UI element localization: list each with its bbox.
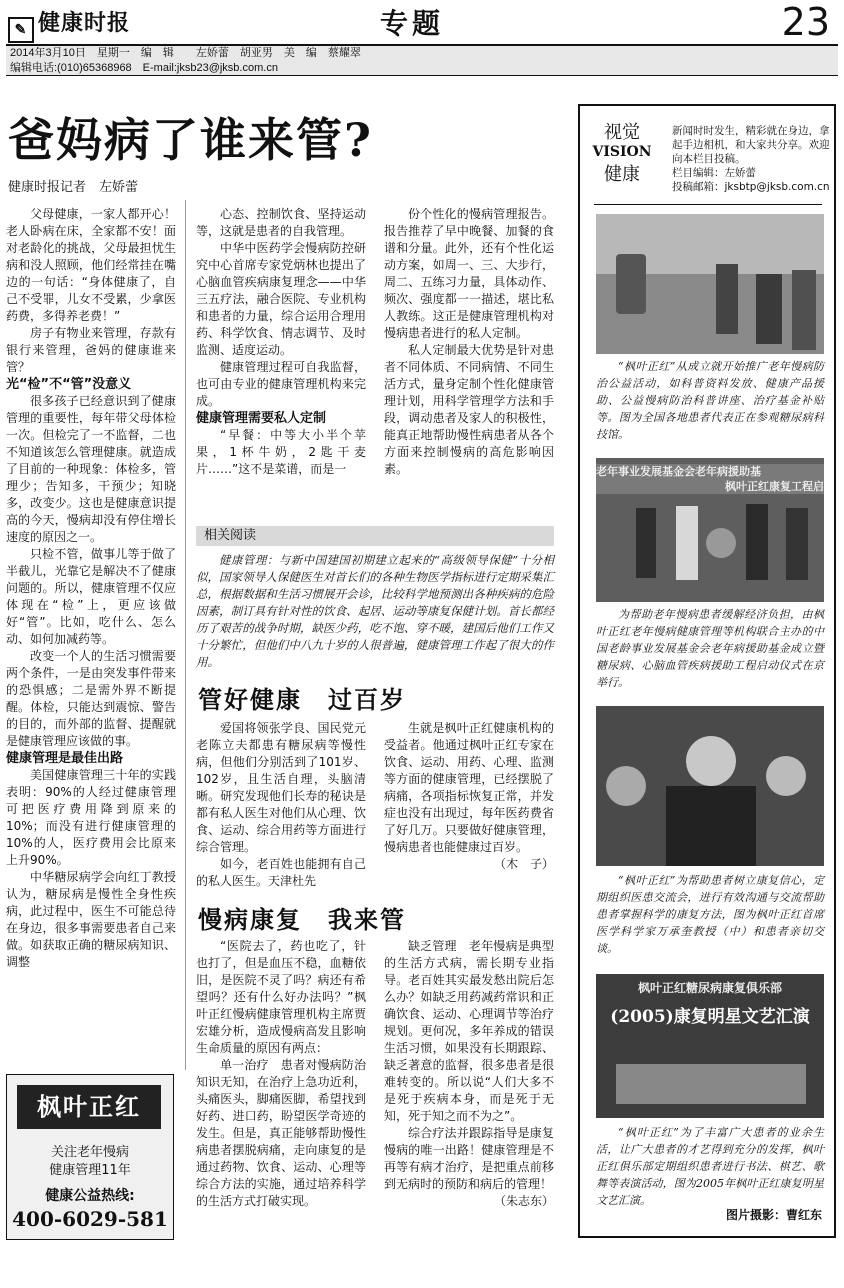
caption-text: “枫叶正红”从成立就开始推广老年慢病防治公益活动，如科普资料发放、健康产品援助、公益慢病防治科普讲座、治疗基金补贴等。图为全国各地患者代表正在参观糖尿病科技馆。 [596,360,824,441]
article-column-2 [196,206,366,478]
edition-info-line1: 2014年3月10日 星期一 编 辑 左娇蕾 胡亚男 美 编 蔡耀翠 [10,47,361,59]
author-signature: （朱志东） [493,1194,554,1208]
logo-mark-icon: ✎ [8,17,34,43]
advertisement-box [6,1074,174,1240]
column-divider [185,200,186,1070]
logo-text: 健康时报 [38,10,131,36]
paragraph: “早餐：中等大小半个苹果，1杯牛奶，2匙干麦片……”这不是菜谱，而是一 [196,428,366,476]
section2-column-left [196,720,366,890]
paragraph: 份个性化的慢病管理报告。报告推荐了早中晚餐、加餐的食谱和分量。此外，还有个性化运动方案，如周一、三、大步行，周二、五练习力量，具体动作、频次、强度都一一描述，堪比私人教练。这正是健康管理机构对慢病患者进行的私人定制。 [384,207,554,340]
ad-slogan: 关注老年慢病 [50,1145,129,1160]
paragraph: 房子有物业来管理，存款有银行来管理，爸妈的健康谁来管？ [6,326,176,374]
newspaper-logo [8,6,178,36]
vision-intro: 新闻时时发生，精彩就在身边，拿起手边相机，和大家共分享。欢迎向本栏目投稿。 [672,125,830,165]
caption-text: 为帮助老年慢病患者缓解经济负担，由枫叶正红老年慢病健康管理等机构联合主办的中国老龄事业发展基金会老年病援助基金成立暨糖尿病、心脑血管疾病援助工程启动仪式在京举行。 [596,608,824,689]
paragraph: 缺乏管理 老年慢病是典型的生活方式病，需长期专业指导。老百姓其实最发愁出院后怎么办？如缺乏用药减药常识和正确饮食、运动、心理调节等治疗规划。更何况，多年养成的错误生活习惯，如果没有长期跟踪、缺乏著意的监督，很多患者是很难转变的。所以说“人们大多不是死于疾病本身，而是死于无知，死于知之而不为之”。 [384,939,554,1123]
section3-column-left [196,938,366,1210]
subheading: 健康管理需要私人定制 [196,411,327,426]
banner-text: 老年事业发展基金会老年病援助基 [596,465,761,478]
ad-brand-logo: 枫叶正红 [17,1085,161,1129]
section-name: 专题 [380,7,445,40]
ad-slogan: 健康管理11年 [49,1163,131,1178]
photo-caption [596,358,824,443]
banner-text: 枫叶正红糖尿病康复俱乐部 [637,981,782,995]
article-column-3 [384,206,554,478]
paragraph: 心态、控制饮食、坚持运动等，这就是患者的自我管理。 [196,207,366,238]
photo-ceremony [596,458,824,602]
divider [594,204,822,205]
subheading: 健康管理是最佳出路 [6,751,124,766]
subheading: 光“检”不“管”没意义 [6,377,132,392]
section3-column-right [384,938,554,1210]
article-column-1 [6,206,176,971]
paragraph: 综合疗法并跟踪指导是康复慢病的唯一出路！健康管理是不再等有病才治疗，是把重点前移到无病时的预防和病后的管理！ [384,1126,554,1191]
ad-hotline-label: 健康公益热线: [45,1188,135,1204]
paragraph: 只检不管，做事儿等于做了半截儿，光靠它是解决不了健康问题的。所以，健康管理不仅应体现在“检”上，更应该做好“管”。比如，吃什么、怎么动、如何加减药等。 [6,547,176,646]
article-byline: 健康时报记者 左娇蕾 [8,180,139,195]
caption-text: “枫叶正红”为帮助患者树立康复信心，定期组织医患交流会，进行有效沟通与交流帮助患者掌握科学的康复方法，图为枫叶正红首席医学科学家万承奎教授（中）和患者亲切交谈。 [596,874,824,955]
photo-credit: 图片摄影：曹红东 [725,1208,822,1222]
vision-title-en: VISION [592,144,652,160]
page-number: 23 [781,0,830,44]
author-signature: （木 子） [493,857,554,871]
photo-caption [596,872,824,957]
edition-info-line2: 编辑电话:(010)65368968 E-mail:jksb23@jksb.com.cn [10,62,278,74]
section2-column-right [384,720,554,873]
paragraph: 健康管理：与新中国建国初期建立起来的“高级领导保健”十分相似，国家领导人保健医生对首长们的各种生物医学指标进行定期采集汇总，根据数据和生活习惯展开会诊，比较科学地预测出各种疾病的危险因素，制订具有针对性的饮食、起居、运动等康复保健计划。首长都经历了艰苦的战争时期，缺医少药，吃不饱、穿不暖，建国后他们工作又十分繁忙，但他们中八九十岁的人很普遍，健康管理工作起了很大的作用。 [196,553,554,669]
edition-info-bar [6,44,838,76]
paragraph: 中华糖尿病学会向红丁教授认为，糖尿病是慢性全身性疾病，此过程中，医生不可能总待在身边，很多事需要患者自己来做。如获取正确的糖尿病知识、调整 [6,870,176,969]
paragraph: 生就是枫叶正红健康机构的受益者。他通过枫叶正红专家在饮食、运动、用药、心理、监测等方面的健康管理，已经摆脱了病痛，各项指标恢复正常，并发症也没有出现过，每年医药费省了好几万。只要做好健康管理，慢病患者也能健康过百岁。 [384,721,554,854]
vision-editor: 栏目编辑：左娇蕾 [672,167,756,179]
photo-meeting [596,706,824,866]
section-title: 管好健康 过百岁 [198,685,406,714]
photo-exhibition [596,214,824,354]
vision-info [672,124,832,194]
paragraph: 美国健康管理三十年的实践表明：90%的人经过健康管理可把医疗费用降到原来的10%；而没有进行健康管理的10%的人，医疗费用会比原来上升90%。 [6,768,176,867]
caption-text: “枫叶正红”为了丰富广大患者的业余生活，让广大患者的才艺得到充分的发挥，枫叶正红俱乐部定期组织患者进行书法、棋艺、歌舞等表演活动，图为2005年枫叶正红康复明星文艺汇演。 [596,1126,824,1207]
vision-title-cn1: 视觉 [604,122,640,143]
paragraph: 如今，老百姓也能拥有自己的私人医生。天津杜先 [196,857,366,888]
vision-health-sidebar [578,104,836,1238]
vision-title [590,118,654,186]
vision-title-cn2: 健康 [604,164,640,185]
paragraph: 单一治疗 患者对慢病防治知识无知，在治疗上急功近利，头痛医头，脚痛医脚，希望找到好药、进口药，盼望医学奇迹的发生。但是，真正能够帮助慢性病患者摆脱病痛，走向康复的是通过药物、饮食、运动、心理等综合方法的实施，通过培养科学的生活方式打破实现。 [196,1058,366,1208]
paragraph: 健康管理过程可自我监督，也可由专业的健康管理机构来完成。 [196,360,366,408]
photo-performance [596,974,824,1118]
photo-caption [596,1124,824,1209]
paragraph: 私人定制最大优势是针对患者不同体质、不同病情、不同生活方式，量身定制个性化健康管理计划，用科学管理学方法和手段，调动患者及家人的积极性，能真正地帮助慢性病患者从各个方面来控制慢病的高危影响因素。 [384,343,554,476]
photo-caption [596,606,824,691]
related-reading-text [196,552,554,671]
paragraph: “医院去了，药也吃了，针也打了，但是血压不稳，血糖依旧，是医院不灵了吗？病还有希望吗？还有什么好办法吗？”枫叶正红慢病健康管理机构主席贾宏雄分析，造成慢病高发且影响生命质量的原因有两点： [196,939,366,1055]
article-headline: 爸妈病了谁来管? [8,113,373,167]
paragraph: 很多孩子已经意识到了健康管理的重要性，每年带父母体检一次。但检完了一不监督，二也不知道该怎么管理健康。就造成了目前的一种现象：体检多，管理少；告知多，干预少；知晓多，改变少。这也是健康意识提高的今天，慢病却没有停住增长速度的原因之一。 [6,394,176,544]
paragraph: 爱国将领张学良、国民党元老陈立夫都患有糖尿病等慢性病，但他们分别活到了101岁、102岁，且生活自理，头脑清晰。研究发现他们长寿的秘诀是都有私人医生对他们从心理、饮食、运动、综合用药等方面进行综合管理。 [196,721,366,854]
banner-text: 枫叶正红康复工程启 [725,480,824,493]
paragraph: 中华中医药学会慢病防控研究中心首席专家党炳林也提出了心脑血管疾病康复理念——中华三五疗法，融合医院、专业机构和患者的力量，综合运用合理用药、科学饮食、情志调节、及时监测、适度运动。 [196,241,366,357]
ad-hotline-number: 400-6029-581 [12,1207,168,1231]
paragraph: 父母健康，一家人都开心！老人卧病在床，全家都不安！面对老龄化的挑战，父母最担忧生病和没人照顾，他们经常挂在嘴边的一句话：“身体健康了，自己不受罪，儿女不受累，少拿医药费，多得养老费！” [6,207,176,323]
section-title: 慢病康复 我来管 [198,905,406,934]
banner-text: (2005)康复明星文艺汇演 [610,1007,810,1027]
related-reading-label: 相关阅读 [196,526,554,546]
paragraph: 改变一个人的生活习惯需要两个条件，一是由突发事件带来的恐惧感；二是需外界不断提醒。体检，只能达到震惊、警告的目的，而外部的监督、提醒就是健康管理应该做的事。 [6,649,176,748]
vision-email: 投稿邮箱：jksbtp@jksb.com.cn [672,181,830,193]
